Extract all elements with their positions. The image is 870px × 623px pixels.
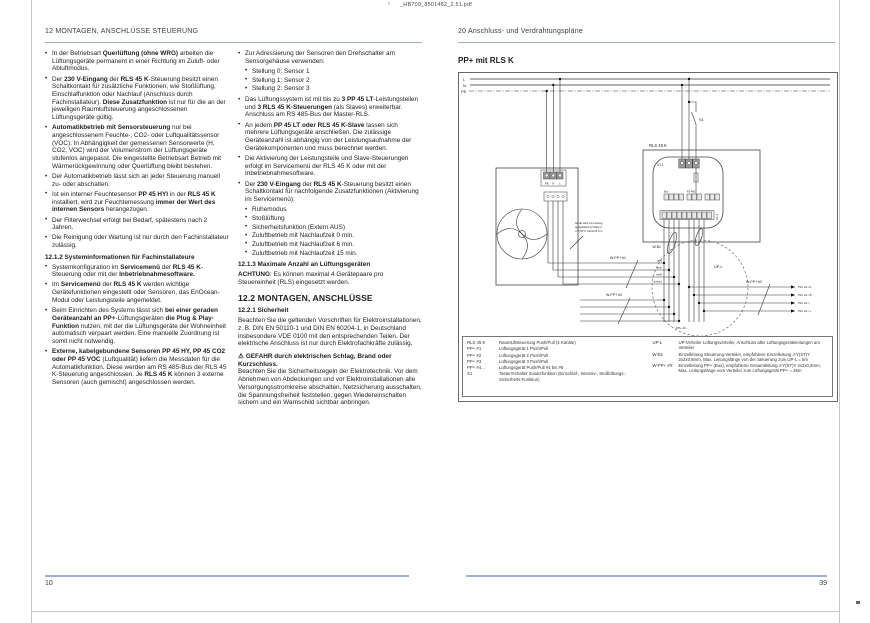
list-item: • Der Filterwechsel erfolgt bei Bedarf, spätestens nach 2 Jahren.: [45, 217, 229, 232]
paragraph: Beachten Sie die geltenden Vorschriften für Elektroinstallationen, z. B. DIN EN 50110-1 und DIN EN 60204-1, in Deutschland insbesondere VDE 0100 mit den entsprechenden Teilen. Der elektrische Anschluss ist nur durch Elektrofachkräfte zulässig.: [238, 317, 422, 348]
list-item: • Der 230 V-Eingang der RLS 45 K-Steuerung besitzt einen Schaltkontakt für nachfolgende Zusatzfunktionen (Aktivierung im Servicemenü):: [238, 181, 422, 204]
cable-label-wpp2: W-PP+ #2: [746, 280, 762, 284]
page-frame-right: [839, 0, 840, 623]
wire-color-gruen: grün: [656, 266, 662, 270]
list-item: • Automatikbetrieb mit Sensorsteuerung nur bei angeschlossenem Feuchte-, CO2- oder Luftqualitätssensor (VOC). In Abhängigkeit der gemessenen Sensorwerte (H, CO2, VOC) wird der Volumenstrom der Lüftungsgeräte stufenlos angepasst. Die eingestellte Betriebsart Betrieb mit Wärmerückgewinnung oder Querlüftung bleibt bestehen.: [45, 124, 229, 170]
legend-row: [653, 340, 829, 351]
sub-list-item: • Ruhemodus: [238, 206, 422, 214]
legend-row: [467, 365, 643, 370]
legend-row: [653, 363, 829, 374]
upl-label: UP-L: [714, 265, 723, 269]
left-page-body: [45, 50, 422, 410]
label-N: N: [463, 83, 466, 88]
legend-right-column: [653, 340, 829, 393]
page-frame-bottom: [31, 611, 840, 612]
fan-terminal-pe: PE: [544, 181, 549, 186]
left-page-header: 12 MONTAGEN, ANSCHLÜSSE STEUERUNG: [45, 28, 422, 43]
upl-distribution-circle: [652, 240, 748, 336]
out-label-a: PP+ #2 / A: [798, 285, 812, 290]
diagram-title: PP+ mit RLS K: [458, 56, 514, 65]
list-item: • Systemkonfiguration im Servicemenü der RLS 45 K-Steuerung oder mit der Inbetriebnahmesoftware.: [45, 264, 229, 279]
cable-label-wpp1: W-PP+ #1: [610, 256, 626, 260]
legend-row: [467, 353, 643, 358]
document-filename: [388, 2, 472, 8]
legend-value: Raumluftsteuerung Push/Pull (4 Kanäle): [499, 340, 576, 345]
mains-bus: [461, 77, 830, 94]
list-item: • In der Betriebsart Querlüftung (ohne WRG) arbeiten die Lüftungsgeräte permanent in einer Richtung im Zuluft- oder Abluftmodus.: [45, 50, 229, 73]
label-PE: PE: [461, 89, 467, 94]
out-label-plus: PP+ #2 / +: [798, 309, 812, 314]
sub-list-item: • Stellung 2: Sensor 3: [238, 85, 422, 93]
rls-bus-wires: [652, 220, 704, 323]
legend-row: [467, 371, 643, 382]
list-item: • Der Automatikbetrieb lässt sich an jeder Steuerung manuell zu- oder abschalten.: [45, 173, 229, 188]
cable-note: [570, 221, 603, 249]
section-heading: 12.1.2 Systeminformationen für Fachinstallateure: [45, 253, 195, 261]
cable-note-line2: ausgeliefert (2 Meter): [575, 225, 602, 229]
wire-color-weiss: weiß: [656, 273, 662, 277]
legend-key: W-B1: [652, 351, 664, 357]
fan-terminal-block: [541, 170, 566, 186]
s1-switch: [681, 78, 704, 159]
legend-value: Taster/Schalter Zusatzfunktion (Einschlaf-, Intensiv-, Stoßlüftungs-, Sicherheits-Funktion): [499, 371, 627, 382]
legend-key: PP+ #2: [467, 352, 482, 358]
cable-label-wb1: W-B1: [652, 245, 661, 249]
warning-title: GEFAHR durch elektrischen Schlag, Brand oder Kurzschluss.: [238, 353, 392, 368]
list-item: • Die Reinigung oder Wartung ist nur durch den Fachinstallateur zulässig.: [45, 234, 229, 249]
page-frame-left: [31, 0, 32, 623]
sub-list-item: • Zuluftbetrieb mit Nachlaufzeit 6 min.: [238, 241, 422, 249]
rs485-group-label: RS 485: [687, 190, 695, 194]
warning-icon: ⚠: [238, 353, 244, 360]
label-L: L: [463, 77, 466, 82]
cable-label-wpp3: W-PP+ #3: [606, 293, 622, 297]
list-item: • Der 230 V-Eingang der RLS 45 K-Steuerung besitzt einen Schaltkontakt für zusätzliche Funktionen, wie Stoßlüftung, Einschlaffunktion oder Nachlauf (Anschluss durch Fachinstallateur). Diese Zusatzfunktion ist nur für die an der jeweiligen Raumluftsteuerung angeschlossenen Lüftungsgeräte gültig.: [45, 76, 229, 122]
out-label-minus: PP+ #2 / -: [798, 301, 811, 306]
legend-key: S1: [467, 371, 473, 377]
warning-text: Beachten Sie die Sicherheitsregeln der Elektrotechnik. Vor dem Abnehmen von Abdeckungen und vor Elektroinstallationen alle Versorgungsstromkreise abschalten, Netzsicherung ausschalten, die Spannungsfreiheit feststellen, gegen Wiedereinschalten sichern und ein Warnschild sichtbar anbringen.: [238, 368, 422, 407]
list-item: • An jedem PP 45 LT oder RLS 45 K-Slave lassen sich mehrere Lüftungsgeräte anschließen. Die zulässige Geräteanzahl ist abhängig von der Leistungsaufnahme der Gerätekomponenten und muss berechnet werden.: [238, 122, 422, 153]
legend-value: UP-Verteiler Lüftungsverteiler, Anschluss aller Lüftungsgeräteleitungen am Verteiler: [678, 340, 820, 351]
wpp2-cable: [689, 280, 812, 315]
right-page-header: 20 Anschluss- und Verdrahtungspläne: [458, 28, 835, 43]
left-page-number: 10: [45, 580, 53, 587]
fan-bus-connector: [544, 192, 567, 201]
legend-key: PP+ #1: [467, 346, 482, 352]
right-page-number: 39: [819, 580, 827, 587]
list-item: • Externe, kabelgebundene Sensoren PP 45 HY, PP 45 CO2 oder PP 45 VOC (Luftqualität) liefern die Messdaten für die Automatikfunktion. Diese werden am RS 485-Bus der RLS 45 K-Steuerung angeschlossen. Je RLS 45 K können 3 externe Sensoren (auch gemischt) angeschlossen werden.: [45, 348, 229, 387]
pp-group-label: PP+ #1...: [676, 326, 689, 330]
rls-control-box: [643, 143, 760, 242]
list-item: • Im Servicemenü der RLS 45 K werden wichtige Gerätefunktionen eingestellt oder Sensoren, das EnOcean-Modul oder Leistungsteile angemeldet.: [45, 281, 229, 304]
legend-left-column: [467, 340, 643, 393]
sub-list-item: • Stellung 1: Sensor 2: [238, 77, 422, 85]
list-item: • Zur Adressierung der Sensoren den Drehschalter am Sensorgehäuse verwenden:: [238, 50, 422, 65]
right-footer-rule: [466, 575, 827, 577]
out-label-b: PP+ #2 / B: [798, 293, 812, 298]
legend-value: Einzelleitung PP+ (Bus), empfohlene Gesamtleitung J-Y(ST)Y 2x2x0,8mm, Max. Leitungslänge vom Verteiler zum Lüftungsgerät PP+ = 25m: [678, 363, 821, 374]
cable-note-line3: J-Y(ST)Y 2x2x0,8 mm: [575, 229, 603, 233]
fan-unit: [496, 168, 578, 285]
paragraph: ACHTUNG: Es können maximal 4 Gerätepaare pro Steuereinheit (RLS) eingesetzt werden.: [238, 271, 384, 286]
warning-heading: [238, 353, 422, 368]
sub-list-item: • Stoßlüftung: [238, 215, 422, 223]
sub-list-item: • Zuluftbetrieb mit Nachlaufzeit 0 min.: [238, 232, 422, 240]
scan-artifact: [856, 601, 860, 604]
legend-row: [653, 352, 829, 363]
list-item: • Beim Einrichten des Systems lässt sich bei einer geraden Geräteanzahl an PP+-Lüftungsgeräten die Plug & Play-Funktion nutzen, mit der die Lüftungsgeräte der Wohneinheit automatisch verpaart werden. Eine manuelle Zuordnung ist somit nicht notwendig.: [45, 307, 229, 346]
left-column-2: [238, 50, 422, 410]
legend-row: [467, 359, 643, 364]
legend-key: PP+ #4...: [467, 365, 485, 371]
bus-group-label: Bus: [664, 190, 669, 194]
list-item: • Die Aktivierung der Leistungsteile und Slave-Steuerungen erfolgt im Servicemenü der RLS 45 K oder mit der Inbetriebnahmesoftware.: [238, 155, 422, 178]
wire-color-gelb: gelb: [657, 259, 662, 263]
fan-icon: [497, 209, 547, 259]
legend-value: Einzelleitung Steuerung-Verteiler, empfohlene Einzelleitung J-Y(ST)Y 2x2x0,8mm, Max. Leitungslänge von der Steuerung zum UP-L = 5m: [678, 351, 811, 362]
chapter-heading: 12.2 MONTAGEN, ANSCHLÜSSE: [238, 293, 373, 304]
x11-label: X1.1: [657, 163, 664, 167]
list-item: • Das Lüftungssystem ist mit bis zu 3 PP 45 LT-Leistungsteilen und 3 RLS 45 K-Steuerungen (als Slaves) erweiterbar. Anschluss am RS 485-Bus der Master-RLS.: [238, 96, 422, 119]
legend-row: [467, 346, 643, 351]
diagram-legend: [462, 336, 833, 397]
s1-label: S1: [699, 118, 704, 122]
filename-text: _HB709_8501482_2.51.pdf: [400, 2, 472, 8]
section-heading: 12.1.3 Maximale Anzahl an Lüftungsgeräten: [238, 261, 371, 269]
legend-value: Lüftungsgerät Push/Pull #4 bis #6: [499, 365, 564, 371]
legend-key: RLS 45 K: [467, 340, 486, 345]
sub-list-item: • Zuluftbetrieb mit Nachlaufzeit 15 min.: [238, 250, 422, 258]
mid-terminals: [664, 194, 720, 200]
fan-terminal-l: L: [559, 181, 561, 186]
legend-key: W-PP+ #X: [652, 363, 673, 369]
left-column-1: [45, 50, 229, 410]
wire-color-braun: (braun): [653, 280, 662, 284]
sub-list-item: • Sicherheitsfunktion (Extern AUS): [238, 224, 422, 232]
list-item: • Ist ein interner Feuchtesensor PP 45 HYI in der RLS 45 K installiert, wird zur Feuchtemessung immer der Wert des internen Sensors herangezogen.: [45, 191, 229, 214]
legend-row: [467, 340, 643, 345]
legend-value: Lüftungsgerät 2 Push/Pull: [499, 352, 549, 358]
x12-terminal-strip: [660, 211, 719, 221]
legend-key: PP+ #3: [467, 358, 482, 364]
fan-terminal-n: N: [552, 181, 555, 186]
sub-list-item: • Stellung 0: Sensor 1: [238, 68, 422, 76]
left-footer-rule: [45, 575, 409, 577]
legend-value: Lüftungsgerät 1 Push/Pull: [499, 346, 549, 352]
section-heading: 12.2.1 Sicherheit: [238, 307, 289, 315]
legend-value: Lüftungsgerät 3 Push/Pull: [499, 358, 549, 364]
x12-label: X1.2: [715, 213, 719, 220]
corner-mark: ¹: [388, 2, 391, 8]
legend-key: UP-L: [652, 340, 663, 345]
rls-label: RLS 45 K: [649, 143, 667, 148]
cable-loop-icon: [666, 232, 679, 255]
cable-note-line1: Gerät wird mit Leitung: [575, 221, 603, 225]
